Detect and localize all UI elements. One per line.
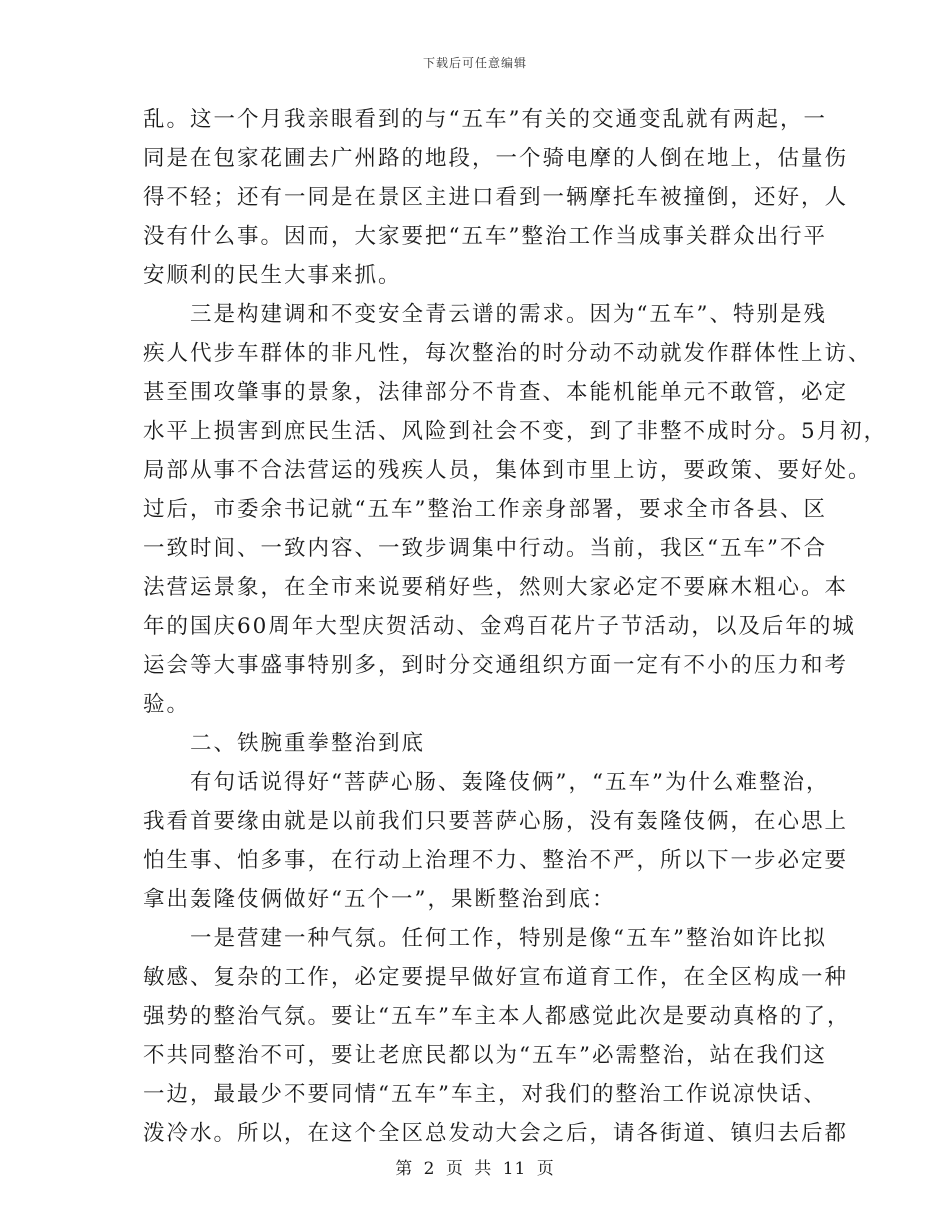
text-line: 安顺利的民生大事来抓。 [143,263,402,288]
text-line: 我看首要缘由就是以前我们只要菩萨心肠，没有轰隆伎俩，在心思上 [143,809,849,834]
page-number: 第 2 页 共 11 页 [395,1159,555,1179]
page-header: 下载后可任意编辑 [422,56,527,70]
body-text [143,100,888,1153]
text-line: 强势的整治气氛。要让“五车”车主本人都感觉此次是要动真格的了， [143,1004,851,1029]
text-line: 一是营建一种气氛。任何工作，特别是像“五车”整治如许比拟 [143,926,827,951]
text-line: 敏感、复杂的工作，必定要提早做好宣布道育工作，在全区构成一种 [143,965,849,990]
text-line: 甚至围攻肇事的景象，法律部分不肯查、本能机能单元不敢管，必定 [143,380,849,405]
text-line: 不共同整治不可，要让老庶民都以为“五车”必需整治，站在我们这 [143,1043,827,1068]
text-line: 水平上损害到庶民生活、风险到社会不变，到了非整不成时分。5月初， [143,419,888,444]
document-body [143,100,888,1153]
text-line: 法营运景象，在全市来说要稍好些，然则大家必定不要麻木粗心。本 [143,575,849,600]
section-heading: 二、铁腕重拳整治到底 [143,731,426,756]
text-line: 疾人代步车群体的非凡性，每次整治的时分动不动就发作群体性上访、 [143,341,872,366]
text-line: 拿出轰隆伎俩做好“五个一”，果断整治到底： [143,887,616,912]
text-line: 没有什么事。因而，大家要把“五车”整治工作当成事关群众出行平 [143,224,827,249]
text-line: 泼冷水。所以，在这个全区总发动大会之后，请各街道、镇归去后都 [143,1121,849,1146]
text-line: 三是构建调和不变安全青云谱的需求。因为“五车”、特别是残 [143,302,827,327]
text-line: 过后，市委余书记就“五车”整治工作亲身部署，要求全市各县、区 [143,497,827,522]
text-line: 年的国庆60周年大型庆贺活动、金鸡百花片子节活动，以及后年的城 [143,614,856,639]
text-line: 有句话说得好“菩萨心肠、轰隆伎俩”，“五车”为什么难整治， [143,770,830,795]
text-line: 乱。这一个月我亲眼看到的与“五车”有关的交通变乱就有两起，一 [143,107,827,132]
text-line: 一边，最最少不要同情“五车”车主，对我们的整治工作说凉快话、 [143,1082,827,1107]
text-line: 得不轻；还有一同是在景区主进口看到一辆摩托车被撞倒，还好，人 [143,185,849,210]
text-line: 怕生事、怕多事，在行动上治理不力、整治不严，所以下一步必定要 [143,848,849,873]
text-line: 局部从事不合法营运的残疾人员，集体到市里上访，要政策、要好处。 [143,458,872,483]
text-line: 验。 [143,692,191,717]
text-line: 同是在包家花圃去广州路的地段，一个骑电摩的人倒在地上，估量伤 [143,146,849,171]
text-line: 运会等大事盛事特别多，到时分交通组织方面一定有不小的压力和考 [143,653,849,678]
text-line: 一致时间、一致内容、一致步调集中行动。当前，我区“五车”不合 [143,536,827,561]
